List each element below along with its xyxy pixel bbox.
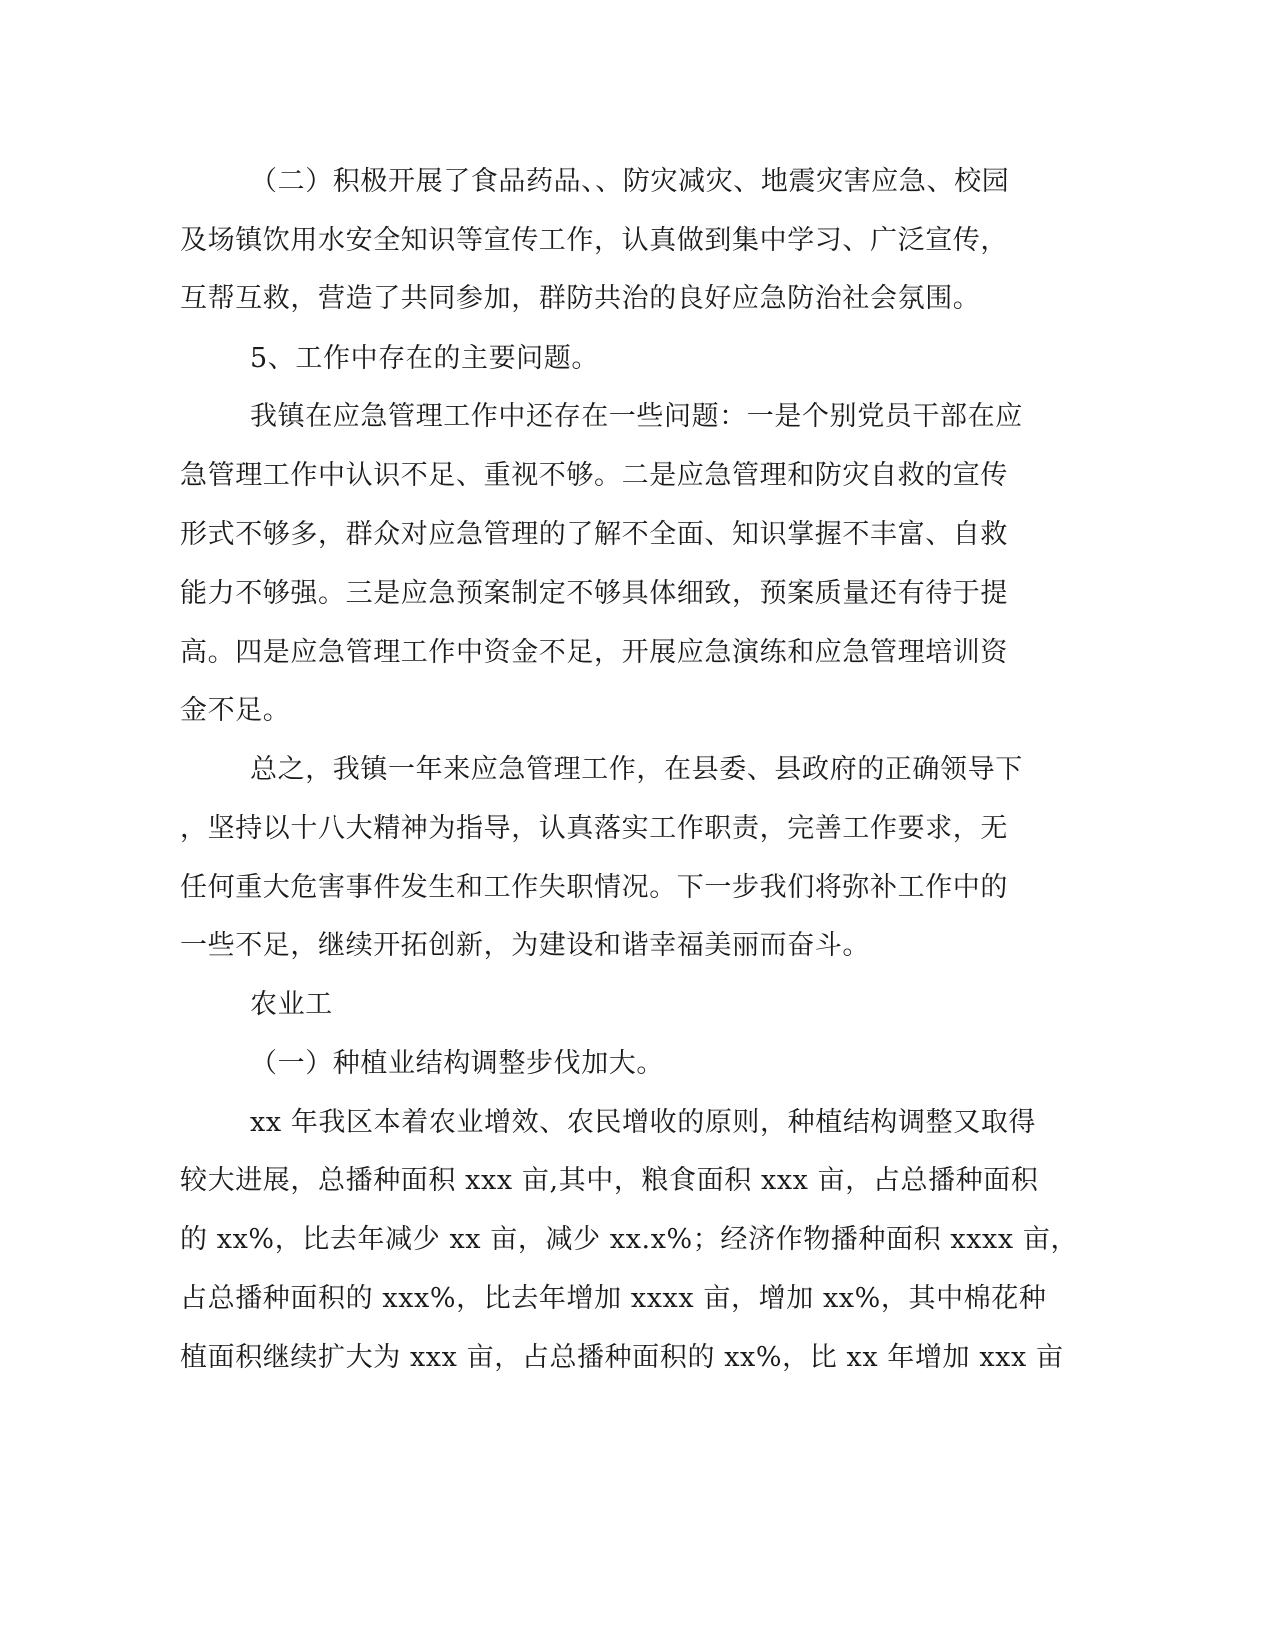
- text-line-5: 我镇在应急管理工作中还存在一些问题：一是个别党员干部在应: [250, 401, 1023, 432]
- text-line-7: 形式不够多，群众对应急管理的了解不全面、知识掌握不丰富、自救: [180, 519, 1008, 550]
- text-line-20: 占总播种面积的 xxx%，比去年增加 xxxx 亩，增加 xx%，其中棉花种: [180, 1283, 1047, 1314]
- text-line-19: 的 xx%，比去年减少 xx 亩，减少 xx.x%；经济作物播种面积 xxxx 亩，: [180, 1224, 1079, 1255]
- text-line-8: 能力不够强。三是应急预案制定不够具体细致，预案质量还有待于提: [180, 578, 1008, 609]
- section-heading-agriculture: 农业工: [250, 989, 333, 1020]
- text-line-11: 总之，我镇一年来应急管理工作，在县委、县政府的正确领导下: [250, 754, 1023, 785]
- text-line-3: 互帮互救，营造了共同参加，群防共治的良好应急防治社会氛围。: [180, 283, 981, 314]
- text-line-9: 高。四是应急管理工作中资金不足，开展应急演练和应急管理培训资: [180, 637, 1008, 668]
- text-line-6: 急管理工作中认识不足、重视不够。二是应急管理和防灾自救的宣传: [180, 460, 1008, 491]
- text-line-2: 及场镇饮用水安全知识等宣传工作，认真做到集中学习、广泛宣传，: [180, 225, 1008, 256]
- section-heading-5: 5、工作中存在的主要问题。: [250, 343, 599, 374]
- text-line-18: 较大进展，总播种面积 xxx 亩,其中，粮食面积 xxx 亩，占总播种面积: [180, 1165, 1039, 1196]
- subsection-heading-1: （一）种植业结构调整步伐加大。: [250, 1048, 664, 1079]
- text-line-13: 任何重大危害事件发生和工作失职情况。下一步我们将弥补工作中的: [180, 872, 1008, 903]
- text-line-12: ，坚持以十八大精神为指导，认真落实工作职责，完善工作要求，无: [180, 813, 1008, 844]
- text-line-10: 金不足。: [180, 695, 291, 726]
- text-line-21: 植面积继续扩大为 xxx 亩，占总播种面积的 xx%，比 xx 年增加 xxx 亩: [180, 1342, 1064, 1373]
- text-line-14: 一些不足，继续开拓创新，为建设和谐幸福美丽而奋斗。: [180, 930, 870, 961]
- text-line-17: xx 年我区本着农业增效、农民增收的原则，种植结构调整又取得: [250, 1107, 1037, 1138]
- text-line-1: （二）积极开展了食品药品、、防灾减灾、地震灾害应急、校园: [250, 166, 1010, 197]
